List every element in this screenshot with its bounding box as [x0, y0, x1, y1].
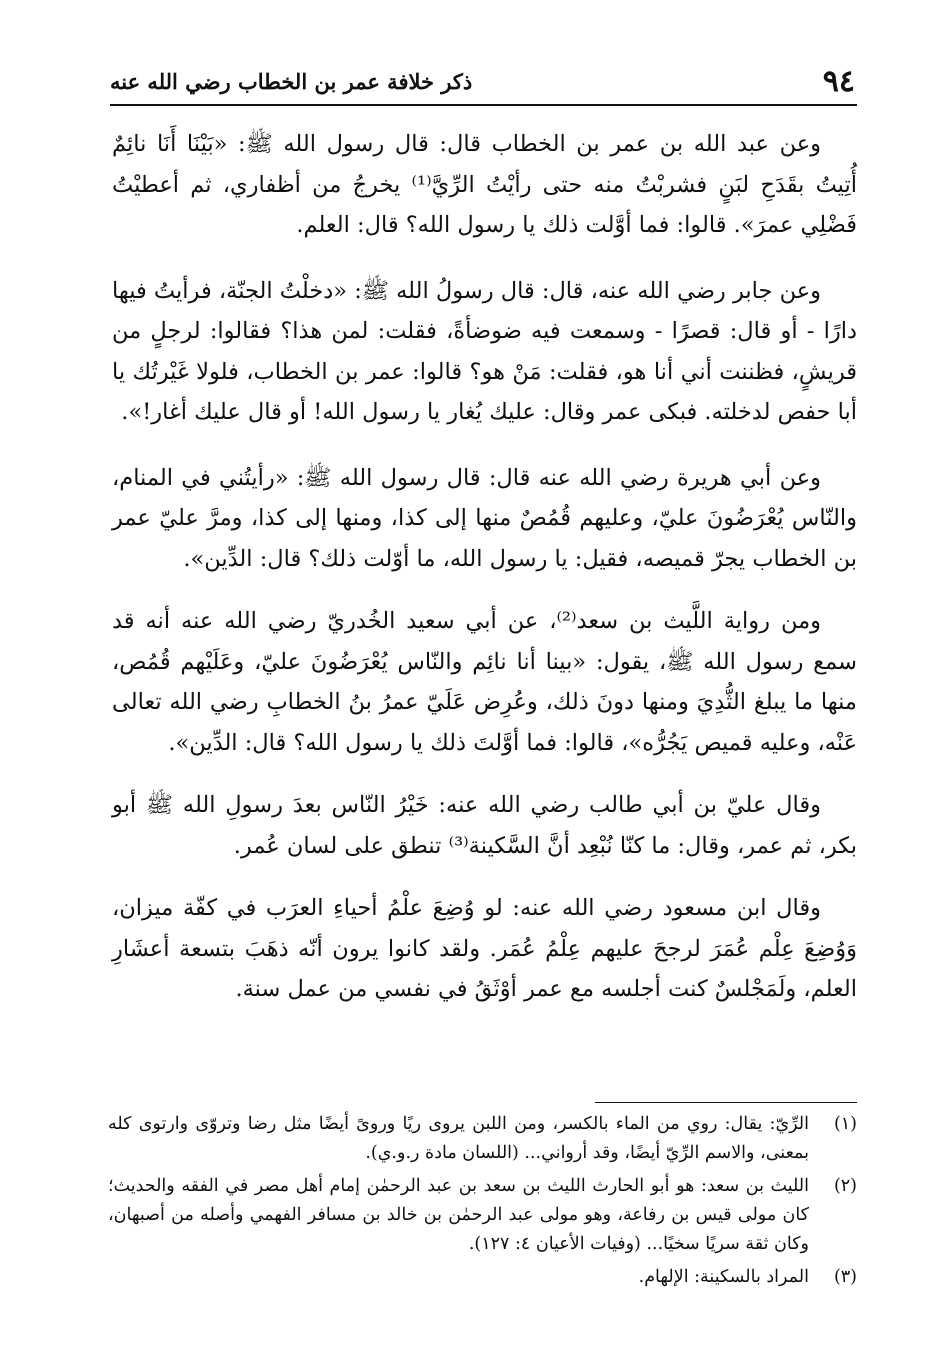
footnote-divider — [595, 1102, 857, 1103]
footnote-item — [108, 1263, 857, 1292]
footnotes — [108, 1110, 857, 1296]
footnote-number: (٢) — [833, 1176, 857, 1196]
footnote-item — [108, 1110, 857, 1168]
main-text — [112, 124, 857, 1035]
footnote-text: المراد بالسكينة: الإلهام. — [638, 1267, 809, 1287]
paragraph-ibn-umar-hadith: وعن عبد الله بن عمر بن الخطاب قال: قال رسول الله ﷺ: «بَيْنَا أَنَا نائِمٌ أُتِيتُ بقَدَحِ لبَنٍ فشربْتُ منه حتى رأيْتُ الرِّيَّ⁽¹⁾ يخرجُ من أظفاري، ثم أعطيْتُ فَضْلِي عمرَ». قالوا: فما أوَّلت ذلك يا رسول الله؟ قال: العلم. — [112, 131, 857, 238]
page-number: ٩٤ — [822, 64, 855, 99]
footnote-text: الرِّيّ: يقال: روي من الماء بالكسر، ومن اللبن يروى ريًا وروىً أيضًا مثل رضا وتروّى وارتوى كله بمعنى، والاسم الرِّيّ أيضًا، وقد أرواني... (اللسان مادة ر.و.ي). — [108, 1114, 809, 1163]
page-header — [110, 62, 855, 106]
header-divider — [110, 104, 857, 106]
footnote-text: الليث بن سعد: هو أبو الحارث الليث بن سعد بن عبد الرحمٰن إمام أهل مصر في الفقه والحديث؛ كان مولى قيس بن رفاعة، وهو مولى عبد الرحمٰن بن خالد بن مسافر الفهمي وأصله من أصبهان، وكان ثقة سريًا سخيًا... (وفيات الأعيان ٤: ١٢٧). — [108, 1176, 809, 1254]
paragraph-jabir-hadith: وعن جابر رضي الله عنه، قال: قال رسولُ الله ﷺ: «دخلْتُ الجنّة، فرأيتُ فيها دارًا - أو قال: قصرًا - وسمعت فيه ضوضأةً، فقلت: لمن هذا؟ فقالوا: لرجلٍ من قريشٍ، فظننت أني أنا هو، فقلت: مَنْ هو؟ قالوا: عمر بن الخطاب، فلولا غَيْرتُك يا أبا حفص لدخلته. فبكى عمر وقال: عليك يُغار يا رسول الله! أو قال عليك أغار!». — [112, 277, 857, 425]
paragraph-abu-hurayra-hadith: وعن أبي هريرة رضي الله عنه قال: قال رسول الله ﷺ: «رأيتُني في المنام، والنّاس يُعْرَضُونَ عليّ، وعليهم قُمُصٌ منها إلى كذا، ومنها إلى كذا، ومرَّ عليّ عمر بن الخطاب يجرّ قميصه، فقيل: يا رسول الله، ما أوّلت ذلك؟ قال: الدِّين». — [112, 464, 857, 572]
footnote-item — [108, 1172, 857, 1259]
paragraph-ibn-masud-saying: وقال ابن مسعود رضي الله عنه: لو وُضِعَ علْمُ أحياءِ العرَب في كفّة ميزان، وَوُضِعَ عِلْم عُمَرَ لرجحَ عليهم عِلْمُ عُمَر. ولقد كانوا يرون أنّه ذهَبَ بتسعة أعشَارِ العلم، ولَمَجْلسٌ كنت أجلسه مع عمر أوْثَقُ في نفسي من عمل سنة. — [112, 895, 857, 1002]
running-title: ذكر خلافة عمر بن الخطاب رضي الله عنه — [110, 69, 473, 94]
footnote-number: (٣) — [833, 1267, 857, 1287]
paragraph-abu-said-hadith: ومن رواية اللَّيث بن سعد⁽²⁾، عن أبي سعيد الخُدريّ رضي الله عنه أنه قد سمع رسول الله ﷺ، يقول: «بينا أنا نائِم والنّاس يُعْرَضُونَ عليّ، وعَلَيْهم قُمُص، منها ما يبلغ الثُّدِيَ ومنها دونَ ذلك، وعُرِض عَلَيّ عمرُ بنُ الخطابِ رضي الله تعالى عَنْه، وعليه قميص يَجُرُّه»، قالوا: فما أوَّلتَ ذلك يا رسول الله؟ قال: الدِّين». — [112, 608, 857, 756]
footnote-number: (١) — [833, 1114, 857, 1134]
paragraph-ali-saying: وقال عليّ بن أبي طالب رضي الله عنه: خَيْرُ النّاس بعدَ رسولِ الله ﷺ أبو بكر، ثم عمر، وقال: ما كنّا نُبْعِد أنَّ السَّكينة⁽³⁾ تنطق على لسان عُمر. — [112, 792, 857, 859]
